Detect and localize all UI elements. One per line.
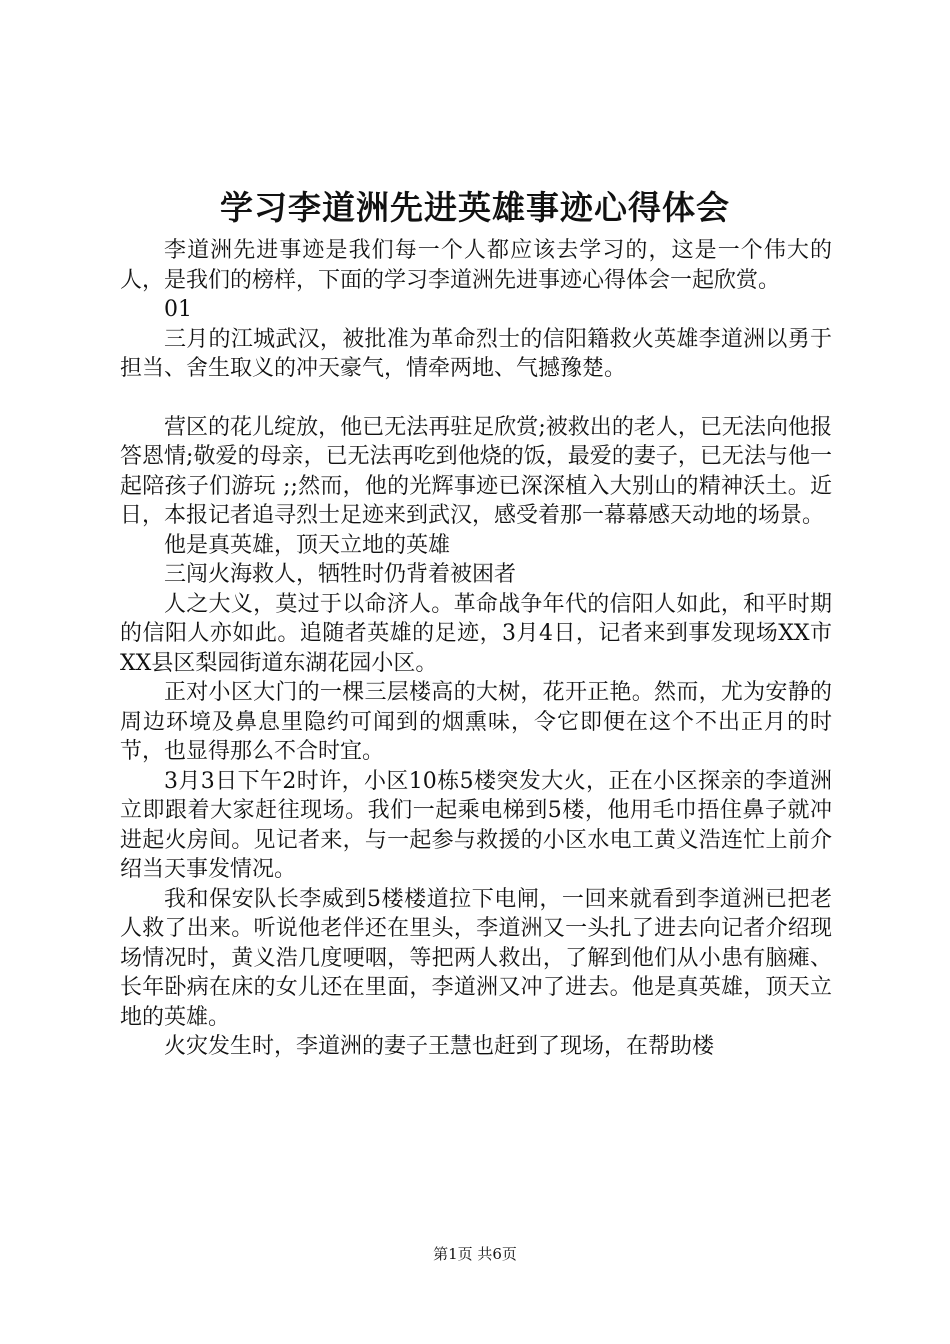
subheading: 他是真英雄，顶天立地的英雄 (164, 532, 451, 558)
paragraph: 正对小区大门的一棵三层楼高的大树，花开正艳。然而，尤为安静的周边环境及鼻息里隐约可闻到的烟熏味，令它即便在这个不出正月的时节，也显得那么不合时宜。 (120, 680, 832, 764)
paragraph: 三月的江城武汉，被批准为革命烈士的信阳籍救火英雄李道洲以勇于担当、舍生取义的冲天豪气，情牵两地、气撼豫楚。 (120, 326, 832, 381)
paragraph: 火灾发生时，李道洲的妻子王慧也赶到了现场，在帮助楼 (164, 1034, 715, 1059)
paragraph: 3月3日下午2时许，小区10栋5楼突发大火，正在小区探亲的李道洲立即跟着大家赶往现场。我们一起乘电梯到5楼，他用毛巾捂住鼻子就冲进起火房间。见记者来，与一起参与救援的小区水电工黄义浩连忙上前介绍当天事发情况。 (120, 768, 832, 882)
paragraph-intro: 李道洲先进事迹是我们每一个人都应该去学习的，这是一个伟大的人，是我们的榜样，下面的学习李道洲先进事迹心得体会一起欣赏。 (120, 238, 832, 293)
paragraph: 人之大义，莫过于以命济人。革命战争年代的信阳人如此，和平时期的信阳人亦如此。追随者英雄的足迹，3月4日，记者来到事发现场XX市XX县区梨园街道东湖花园小区。 (120, 591, 832, 676)
document-title: 学习李道洲先进英雄事迹心得体会 (220, 188, 730, 227)
document-body (120, 236, 832, 1062)
page-number-footer: 第1页 共6页 (433, 1245, 517, 1263)
paragraph: 我和保安队长李威到5楼楼道拉下电闸，一回来就看到李道洲已把老人救了出来。听说他老伴还在里头，李道洲又一头扎了进去向记者介绍现场情况时，黄义浩几度哽咽，等把两人救出，了解到他们从小患有脑瘫、长年卧病在床的女儿还在里面，李道洲又冲了进去。他是真英雄，顶天立地的英雄。 (120, 886, 832, 1030)
paragraph-section-number: 01 (164, 297, 192, 322)
subheading: 三闯火海救人，牺牲时仍背着被困者 (164, 562, 517, 587)
paragraph: 营区的花儿绽放，他已无法再驻足欣赏;被救出的老人，已无法向他报答恩情;敬爱的母亲，已无法再吃到他烧的饭，最爱的妻子，已无法与他一起陪孩子们游玩 ;;然而，他的光辉事迹已深深植入大别山的精神沃土。近日，本报记者追寻烈士足迹来到武汉，感受着那一幕幕感天动地的场景。 (120, 414, 832, 528)
